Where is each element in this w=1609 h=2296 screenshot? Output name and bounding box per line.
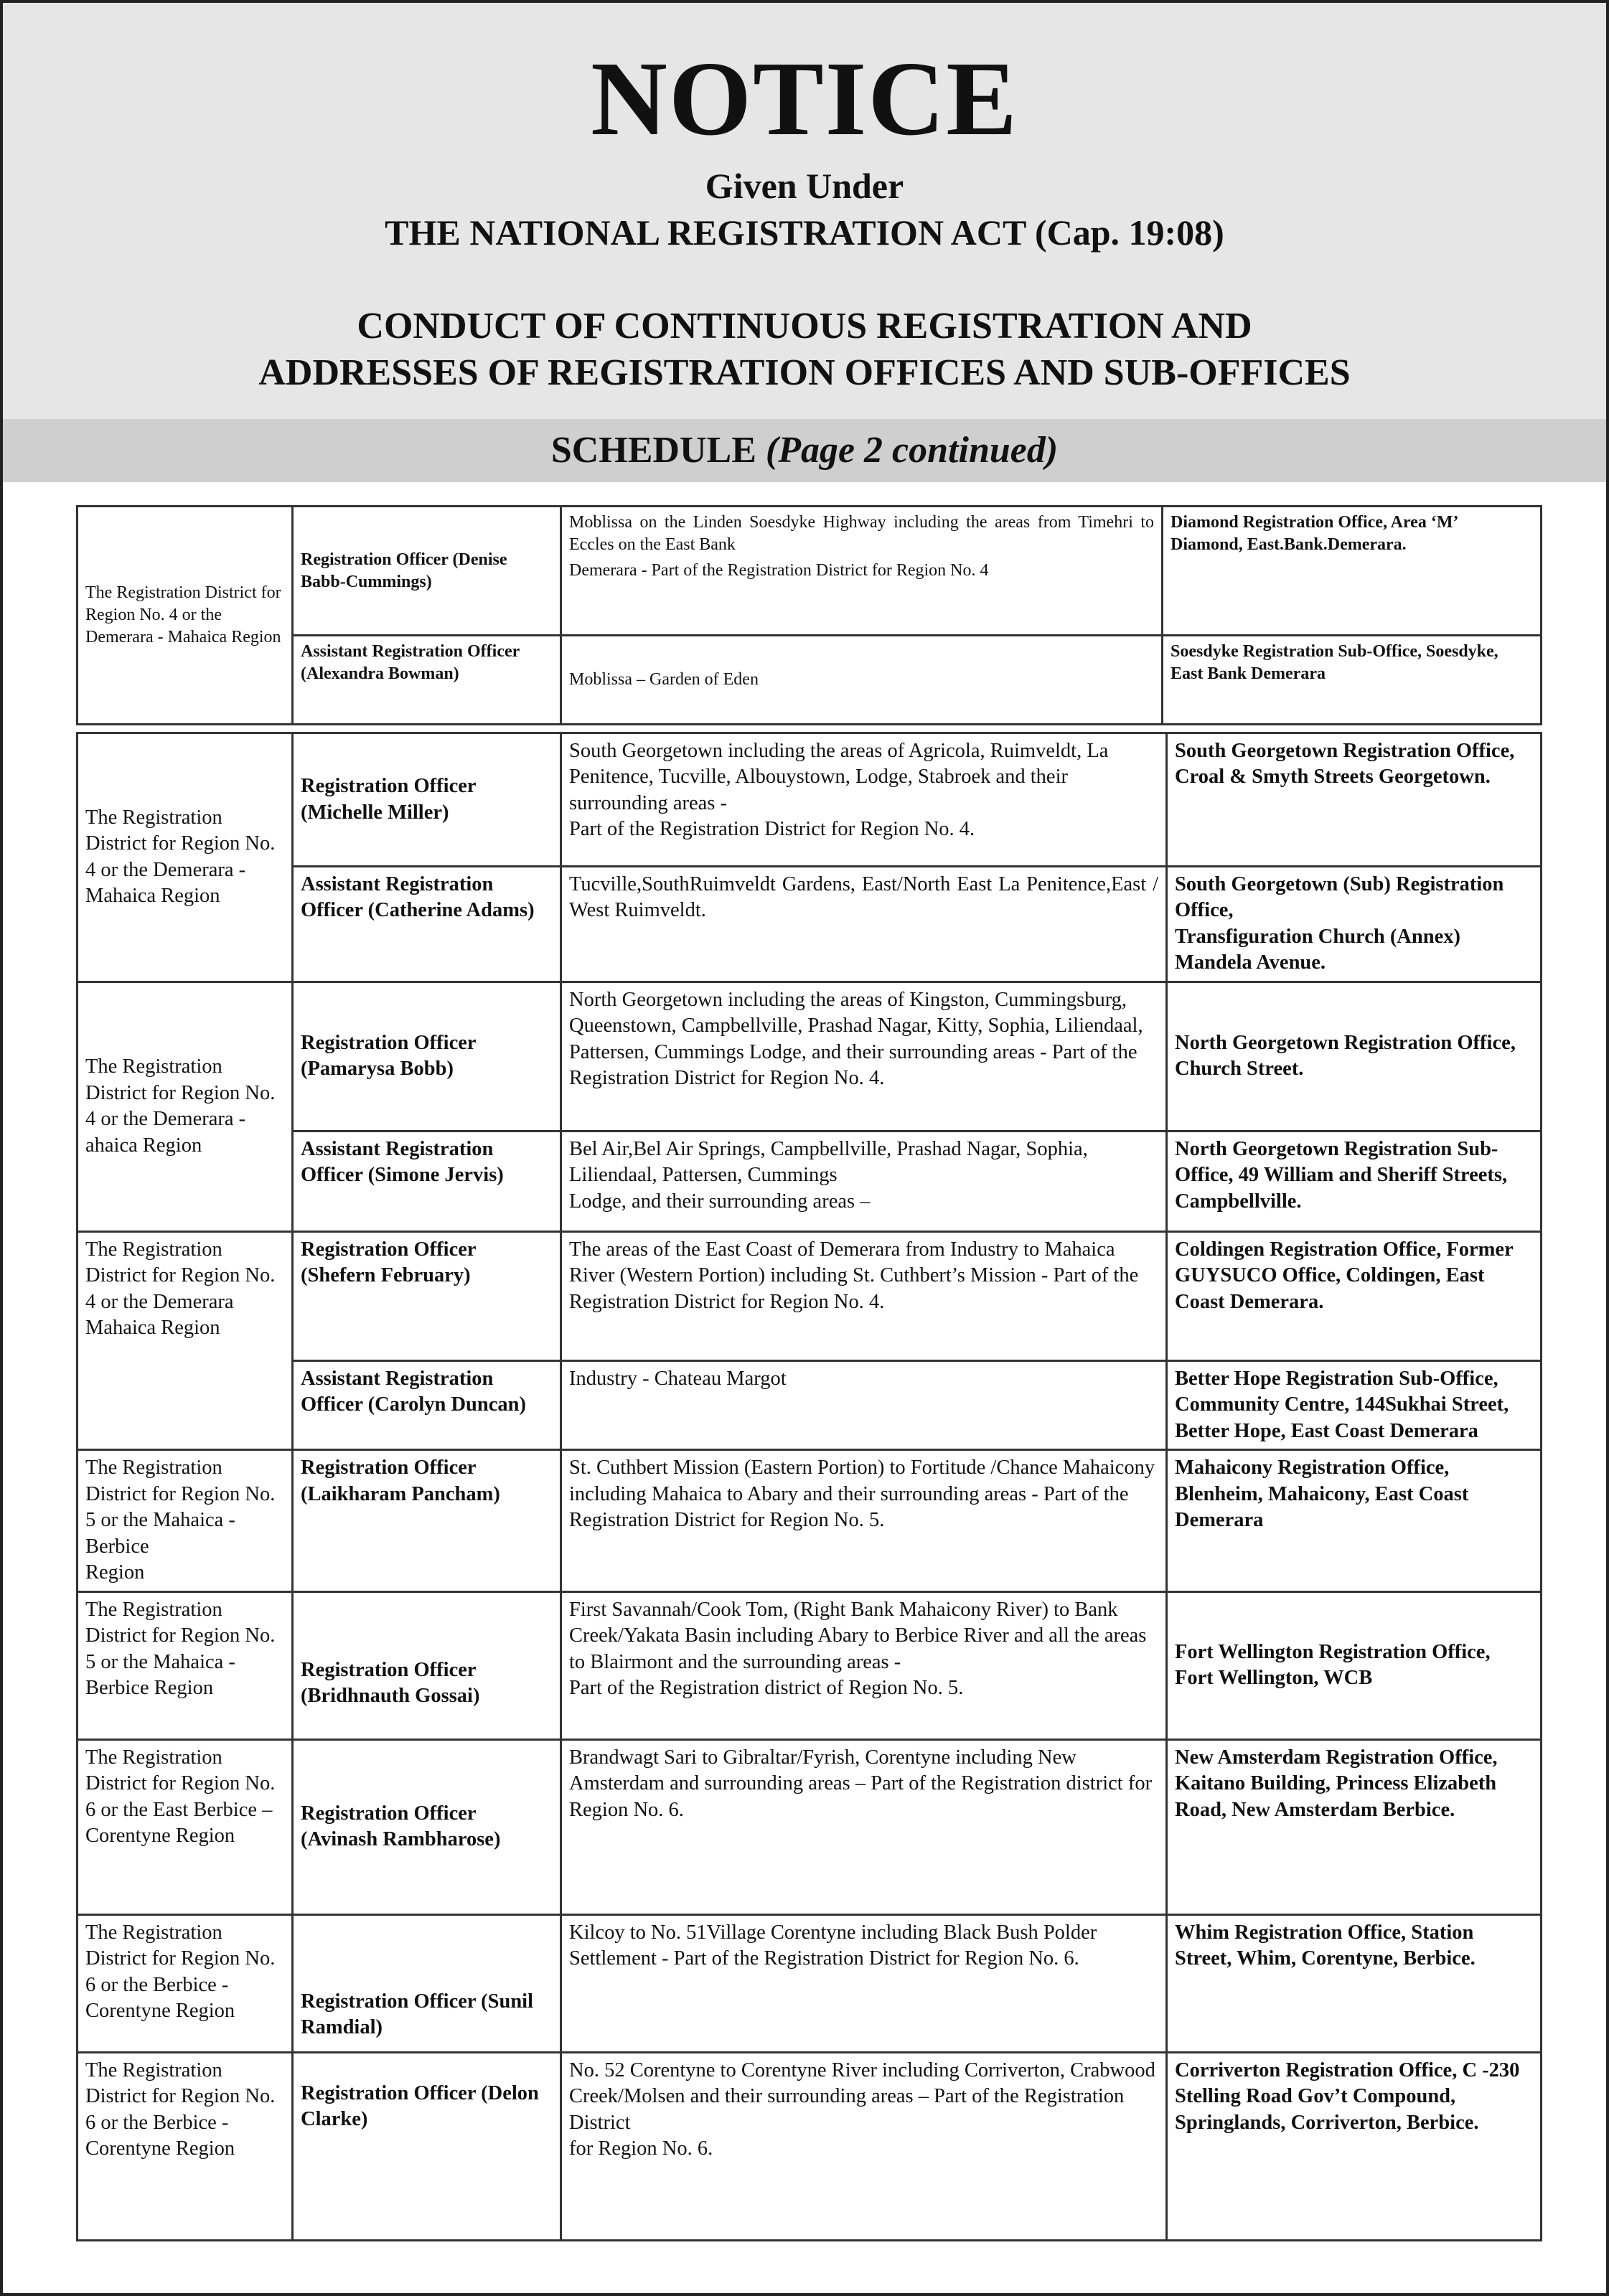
schedule-label: SCHEDULE	[550, 430, 756, 471]
office-cell: Corriverton Registration Office, C -230 Stelling Road Gov’t Compound, Springlands, Corriverton, Berbice.	[1167, 2052, 1542, 2240]
table-row	[78, 733, 1542, 867]
table-row	[78, 507, 1542, 636]
office-cell: Fort Wellington Registration Office, Fort Wellington, WCB	[1167, 1591, 1542, 1739]
table-row	[78, 1360, 1542, 1449]
area-cell: St. Cuthbert Mission (Eastern Portion) to Fortitude /Chance Mahaicony including Mahaica to Abary and their surrounding areas - Part of the Registration District for Region No. 5.	[561, 1450, 1167, 1591]
officer-cell: Registration Officer (Shefern February)	[293, 1231, 561, 1360]
given-under: Given Under	[705, 166, 904, 206]
area-cell	[561, 1131, 1167, 1231]
area-text: No. 52 Corentyne to Corentyne River including Corriverton, Crabwood Creek/Molsen and their surrounding areas – Part of the Registration District	[569, 2059, 1155, 2134]
area-cell: Brandwagt Sari to Gibraltar/Fyrish, Corentyne including New Amsterdam and surrounding areas – Part of the Registration district for Region No. 6.	[561, 1739, 1167, 1914]
area-text: Moblissa on the Linden Soesdyke Highway including the areas from Timehri to Eccles on the East Bank	[569, 513, 1154, 554]
district-cell: The Registration District for Region No. 6 or the Berbice - Corentyne Region	[78, 2052, 293, 2240]
area-cell: Industry - Chateau Margot	[561, 1360, 1167, 1449]
area-text: South Georgetown including the areas of Agricola, Ruimveldt, La Penitence, Tucville, Albouystown, Lodge, Stabroek and their surrounding areas -	[569, 740, 1109, 814]
schedule-table-2	[76, 732, 1542, 2241]
area-cell: Kilcoy to No. 51Village Corentyne including Black Bush Polder Settlement - Part of the Registration District for Region No. 6.	[561, 1914, 1167, 2052]
district-cell: The Registration District for Region No. 6 or the East Berbice – Corentyne Region	[78, 1739, 293, 1914]
office-cell: Soesdyke Registration Sub-Office, Soesdyke, East Bank Demerara	[1163, 636, 1542, 725]
act-title: THE NATIONAL REGISTRATION ACT (Cap. 19:08)	[385, 212, 1224, 253]
schedule-table-1	[76, 505, 1542, 725]
notice-header	[3, 3, 1606, 419]
notice-title: NOTICE	[591, 40, 1018, 158]
area-cell	[561, 1591, 1167, 1739]
officer-cell: Assistant Registration Officer (Catherine Adams)	[293, 867, 561, 982]
office-cell: North Georgetown Registration Office, Church Street.	[1167, 982, 1542, 1131]
area-cell: Moblissa – Garden of Eden	[561, 636, 1163, 725]
area-text: Bel Air,Bel Air Springs, Campbellville, Prashad Nagar, Sophia, Liliendaal, Pattersen, Cummings	[569, 1137, 1088, 1187]
district-text: The Registration District for Region No. 5 or the Mahaica - Berbice	[85, 1457, 276, 1558]
officer-cell: Registration Officer (Avinash Rambharose)	[293, 1739, 561, 1914]
area-cell	[561, 507, 1163, 636]
office-cell: Coldingen Registration Office, Former GUYSUCO Office, Coldingen, East Coast Demerara.	[1167, 1231, 1542, 1360]
table-row	[78, 1450, 1542, 1591]
area-text: Part of the Registration district of Region No. 5.	[569, 1677, 964, 1700]
officer-cell: Assistant Registration Officer (Carolyn Duncan)	[293, 1360, 561, 1449]
officer-cell: Assistant Registration Officer (Simone Jervis)	[293, 1131, 561, 1231]
office-cell: North Georgetown Registration Sub-Office, 49 William and Sheriff Streets, Campbellville.	[1167, 1131, 1542, 1231]
office-cell: Better Hope Registration Sub-Office, Community Centre, 144Sukhai Street, Better Hope, East Coast Demerara	[1167, 1360, 1542, 1449]
table-row	[78, 982, 1542, 1131]
table-row	[78, 1591, 1542, 1739]
district-cell: The Registration District for Region No. 4 or the Demerara - Mahaica Region	[78, 733, 293, 982]
district-cell: The Registration District for Region No. 4 or the Demerara Mahaica Region	[78, 1231, 293, 1449]
area-text: Lodge, and their surrounding areas –	[569, 1190, 871, 1213]
district-cell	[78, 1450, 293, 1591]
officer-cell: Registration Officer (Denise Babb-Cummings)	[293, 507, 561, 636]
table-row	[78, 636, 1542, 725]
area-text: First Savannah/Cook Tom, (Right Bank Mahaicony River) to Bank Creek/Yakata Basin including Abary to Berbice River and all the areas to Blairmont and the surrounding areas -	[569, 1598, 1147, 1673]
district-cell: The Registration District for Region No. 4 or the Demerara - Mahaica Region	[78, 507, 293, 725]
district-cell: The Registration District for Region No. 5 or the Mahaica - Berbice Region	[78, 1591, 293, 1739]
office-cell	[1167, 867, 1542, 982]
district-cell: The Registration District for Region No. 4 or the Demerara - ahaica Region	[78, 982, 293, 1231]
area-cell: North Georgetown including the areas of Kingston, Cummingsburg, Queenstown, Campbellville, Prashad Nagar, Kitty, Sophia, Liliendaal, Pattersen, Cummings Lodge, and their surrounding areas - Part of the Registration District for Region No. 4.	[561, 982, 1167, 1131]
area-text: for Region No. 6.	[569, 2137, 713, 2160]
office-cell: New Amsterdam Registration Office, Kaitano Building, Princess Elizabeth Road, New Amsterdam Berbice.	[1167, 1739, 1542, 1914]
office-cell: Mahaicony Registration Office, Blenheim, Mahaicony, East Coast Demerara	[1167, 1450, 1542, 1591]
table-row	[78, 867, 1542, 982]
table-row	[78, 1231, 1542, 1360]
table-row	[78, 1739, 1542, 1914]
area-cell: The areas of the East Coast of Demerara from Industry to Mahaica River (Western Portion) including St. Cuthbert’s Mission - Part of the Registration District for Region No. 4.	[561, 1231, 1167, 1360]
area-cell: Tucville,SouthRuimveldt Gardens, East/North East La Penitence,East / West Ruimveldt.	[561, 867, 1167, 982]
table-row	[78, 2052, 1542, 2240]
conduct-line-2: ADDRESSES OF REGISTRATION OFFICES AND SUB-OFFICES	[258, 352, 1351, 393]
officer-cell: Registration Officer (Pamarysa Bobb)	[293, 982, 561, 1131]
district-text: Region	[85, 1561, 145, 1584]
officer-cell: Assistant Registration Officer (Alexandra Bowman)	[293, 636, 561, 725]
table-row	[78, 1131, 1542, 1231]
officer-cell: Registration Officer (Bridhnauth Gossai)	[293, 1591, 561, 1739]
officer-cell: Registration Officer (Delon Clarke)	[293, 2052, 561, 2240]
office-cell: Diamond Registration Office, Area ‘M’ Diamond, East.Bank.Demerara.	[1163, 507, 1542, 636]
area-cell	[561, 2052, 1167, 2240]
office-text: South Georgetown (Sub) Registration Office,	[1175, 873, 1504, 922]
officer-cell: Registration Officer (Laikharam Pancham)	[293, 1450, 561, 1591]
conduct-heading	[3, 303, 1606, 396]
area-cell	[561, 733, 1167, 867]
office-text: Transfiguration Church (Annex) Mandela Avenue.	[1175, 925, 1460, 974]
table-row	[78, 1914, 1542, 2052]
schedule-bar	[3, 419, 1606, 482]
office-cell: South Georgetown Registration Office, Croal & Smyth Streets Georgetown.	[1167, 733, 1542, 867]
district-cell: The Registration District for Region No. 6 or the Berbice - Corentyne Region	[78, 1914, 293, 2052]
office-cell: Whim Registration Office, Station Street, Whim, Corentyne, Berbice.	[1167, 1914, 1542, 2052]
officer-cell: Registration Officer (Michelle Miller)	[293, 733, 561, 867]
conduct-line-1: CONDUCT OF CONTINUOUS REGISTRATION AND	[357, 306, 1252, 347]
area-text: Part of the Registration District for Region No. 4.	[569, 818, 975, 841]
area-text: Demerara - Part of the Registration District for Region No. 4	[569, 561, 989, 580]
officer-cell: Registration Officer (Sunil Ramdial)	[293, 1914, 561, 2052]
schedule-note: (Page 2 continued)	[765, 430, 1059, 471]
